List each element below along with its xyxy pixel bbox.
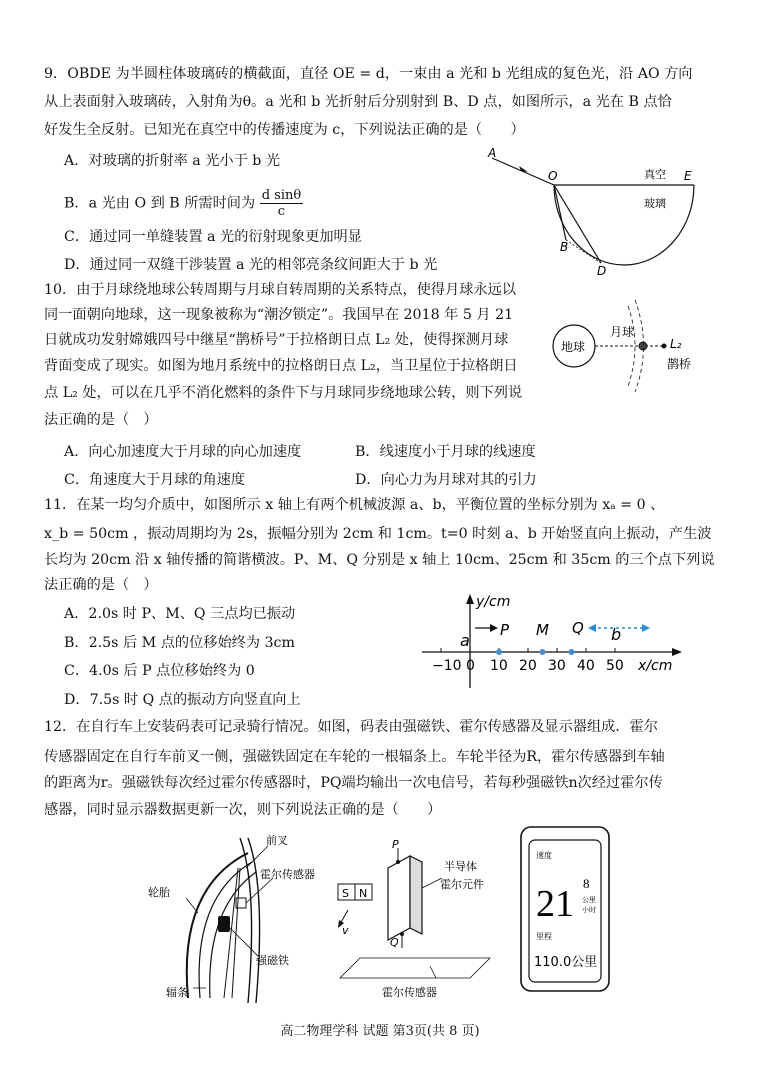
q12-label-fork: 前叉: [266, 834, 288, 847]
q12-label-semiconductor: 半导体: [444, 860, 477, 873]
q9-line-3: 好发生全反射。已知光在真空中的传播速度为 c，下列说法正确的是（ ）: [44, 122, 525, 138]
q11-x-axis-label: x/cm: [638, 658, 673, 674]
q12-label-s: S: [342, 887, 349, 900]
q9-option-a: A．对玻璃的折射率 a 光小于 b 光: [64, 153, 281, 169]
q12-figure-display: [520, 826, 612, 994]
display-speed-label: 速度: [536, 851, 552, 860]
q9-label-o: O: [548, 169, 558, 183]
q10-line-2: 同一面朝向地球，这一现象被称为“潮汐锁定”。我国早在 2018 年 5 月 21: [44, 307, 514, 323]
q10-line-6: 法正确的是（ ）: [44, 412, 158, 428]
q9-line-1: 9．OBDE 为半圆柱体玻璃砖的横截面，直径 OE = d，一束由 a 光和 b 光组成的复色光，沿 AO 方向: [44, 66, 693, 82]
q10-figure: [550, 296, 710, 396]
q10-line-5: 点 L₂ 处，可以在几乎不消化燃料的条件下与月球同步绕地球公转，则下列说: [44, 385, 523, 401]
q9-label-vacuum: 真空: [644, 168, 666, 181]
q11-y-axis-label: y/cm: [476, 594, 511, 610]
q11-option-d: D．7.5s 时 Q 点的振动方向竖直向上: [64, 692, 301, 708]
q10-label-moon: 月球: [610, 325, 635, 339]
q11-line-2: x_b = 50cm ，振动周期均为 2s，振幅分别为 2cm 和 1cm。t=0 时刻 a、b 开始竖直向上振动，产生波: [44, 526, 712, 542]
q11-tick-label: 40: [577, 658, 595, 674]
q9-fraction-denominator: c: [277, 204, 286, 219]
display-speed-value: 21: [536, 883, 574, 925]
display-speed-unit-2: 小时: [582, 906, 596, 914]
q12-label-q: Q: [390, 936, 399, 949]
q12-figure-bike: [148, 828, 328, 1003]
q9-line-2: 从上表面射入玻璃砖，入射角为θ。a 光和 b 光折射后分别射到 B、D 点，如图所示，a 光在 B 点恰: [44, 94, 672, 110]
q10-option-a: A．向心加速度大于月球的向心加速度: [64, 444, 302, 460]
q11-tick-label: 50: [606, 658, 624, 674]
display-speed-decimal: 8: [583, 876, 590, 891]
q11-point-marker: [496, 649, 502, 655]
q12-label-n: N: [359, 887, 368, 900]
q11-line-4: 法正确的是（ ）: [44, 577, 158, 593]
q12-line-3: 的距离为r。强磁铁每次经过霍尔传感器时，PQ端均输出一次电信号，若每秒强磁铁n次经过霍尔传: [44, 775, 663, 791]
q10-label-queqiao: 鹊桥: [667, 357, 692, 371]
q12-label-spoke: 辐条: [166, 986, 188, 999]
q10-line-1: 10．由于月球绕地球公转周期与月球自转周期的关系特点，使得月球永远以: [44, 282, 517, 298]
q9-fraction-numerator: d sinθ: [261, 188, 302, 203]
q11-line-1: 11．在某一均匀介质中，如图所示 x 轴上有两个机械波源 a、b，平衡位置的坐标分别为 xₐ = 0 、: [44, 497, 665, 513]
q12-line-4: 感器，同时显示器数据更新一次，则下列说法正确的是（ ）: [44, 802, 442, 818]
q9-option-d: D．通过同一双缝干涉装置 a 光的相邻亮条纹间距大于 b 光: [64, 257, 438, 273]
q11-option-a: A．2.0s 时 P、M、Q 三点均已振动: [64, 606, 296, 622]
q11-point-marker: [569, 649, 575, 655]
q9-label-b: B: [560, 240, 569, 254]
q11-figure: [420, 590, 690, 690]
q9-option-b-text: B．a 光由 O 到 B 所需时间为: [64, 195, 256, 212]
q11-option-c: C．4.0s 后 P 点位移始终为 0: [64, 663, 255, 679]
q11-tick-label: −10: [432, 658, 462, 674]
q11-tick-label: 0: [466, 658, 475, 674]
q12-label-magnet: 强磁铁: [256, 954, 289, 967]
q12-line-1: 12．在自行车上安装码表可记录骑行情况。如图，码表由强磁铁、霍尔传感器及显示器组成．霍尔: [44, 719, 658, 735]
q9-option-b: [64, 188, 303, 219]
q11-tick-label: 20: [519, 658, 537, 674]
q11-label-p: P: [500, 621, 510, 639]
q11-label-m: M: [536, 621, 549, 639]
q10-label-earth: 地球: [561, 340, 586, 354]
q11-line-3: 长均为 20cm 沿 x 轴传播的简谐横波。P、M、Q 分别是 x 轴上 10cm、25cm 和 35cm 的三个点下列说: [44, 552, 715, 568]
q10-line-3: 日就成功发射嫦娥四号中继星“鹊桥号”于拉格朗日点 L₂ 处，使得探测月球: [44, 332, 509, 348]
q12-line-2: 传感器固定在自行车前叉一侧，强磁铁固定在车轮的一根辐条上。车轮半径为R，霍尔传感器到车轴: [44, 749, 665, 765]
q10-option-b: B．线速度小于月球的线速度: [355, 444, 536, 460]
q11-label-q: Q: [572, 619, 584, 637]
q9-option-b-fraction: [260, 188, 303, 219]
q10-label-l2: L₂: [670, 337, 682, 351]
q9-label-glass: 玻璃: [644, 197, 666, 210]
q10-option-c: C．角速度大于月球的角速度: [64, 472, 246, 488]
display-mileage-label: 里程: [536, 932, 552, 941]
q9-figure: [484, 145, 704, 275]
q9-label-d: D: [597, 264, 607, 275]
q11-option-b: B．2.5s 后 M 点的位移始终为 3cm: [64, 635, 295, 651]
q12-label-tire: 轮胎: [148, 886, 170, 899]
q9-option-c: C．通过同一单缝装置 a 光的衍射现象更加明显: [64, 229, 362, 245]
q11-tick-label: 10: [490, 658, 508, 674]
q10-option-d: D．向心力为月球对其的引力: [355, 472, 537, 488]
page-footer: 高二物理学科 试题 第3页(共 8 页): [280, 1024, 480, 1039]
q12-label-hall-sensor: 霍尔传感器: [260, 868, 315, 881]
q10-line-4: 背面变成了现实。如图为地月系统中的拉格朗日点 L₂，当卫星位于拉格朗日: [44, 358, 518, 374]
q11-label-b: b: [611, 625, 622, 644]
q12-label-p: P: [392, 838, 399, 851]
display-mileage-value: 110.0公里: [534, 955, 598, 970]
q9-label-e: E: [684, 169, 692, 183]
display-speed-unit-1: 公里: [582, 896, 596, 904]
q12-label-hall-element: 霍尔元件: [440, 878, 484, 891]
q12-label-hall-sensor-2: 霍尔传感器: [382, 986, 437, 998]
q11-label-a: a: [460, 631, 470, 650]
q9-label-a: A: [488, 146, 497, 160]
q12-figure-hall: [330, 838, 500, 998]
q11-point-marker: [540, 649, 546, 655]
q12-label-v: v: [342, 924, 349, 937]
q11-tick-label: 30: [548, 658, 566, 674]
